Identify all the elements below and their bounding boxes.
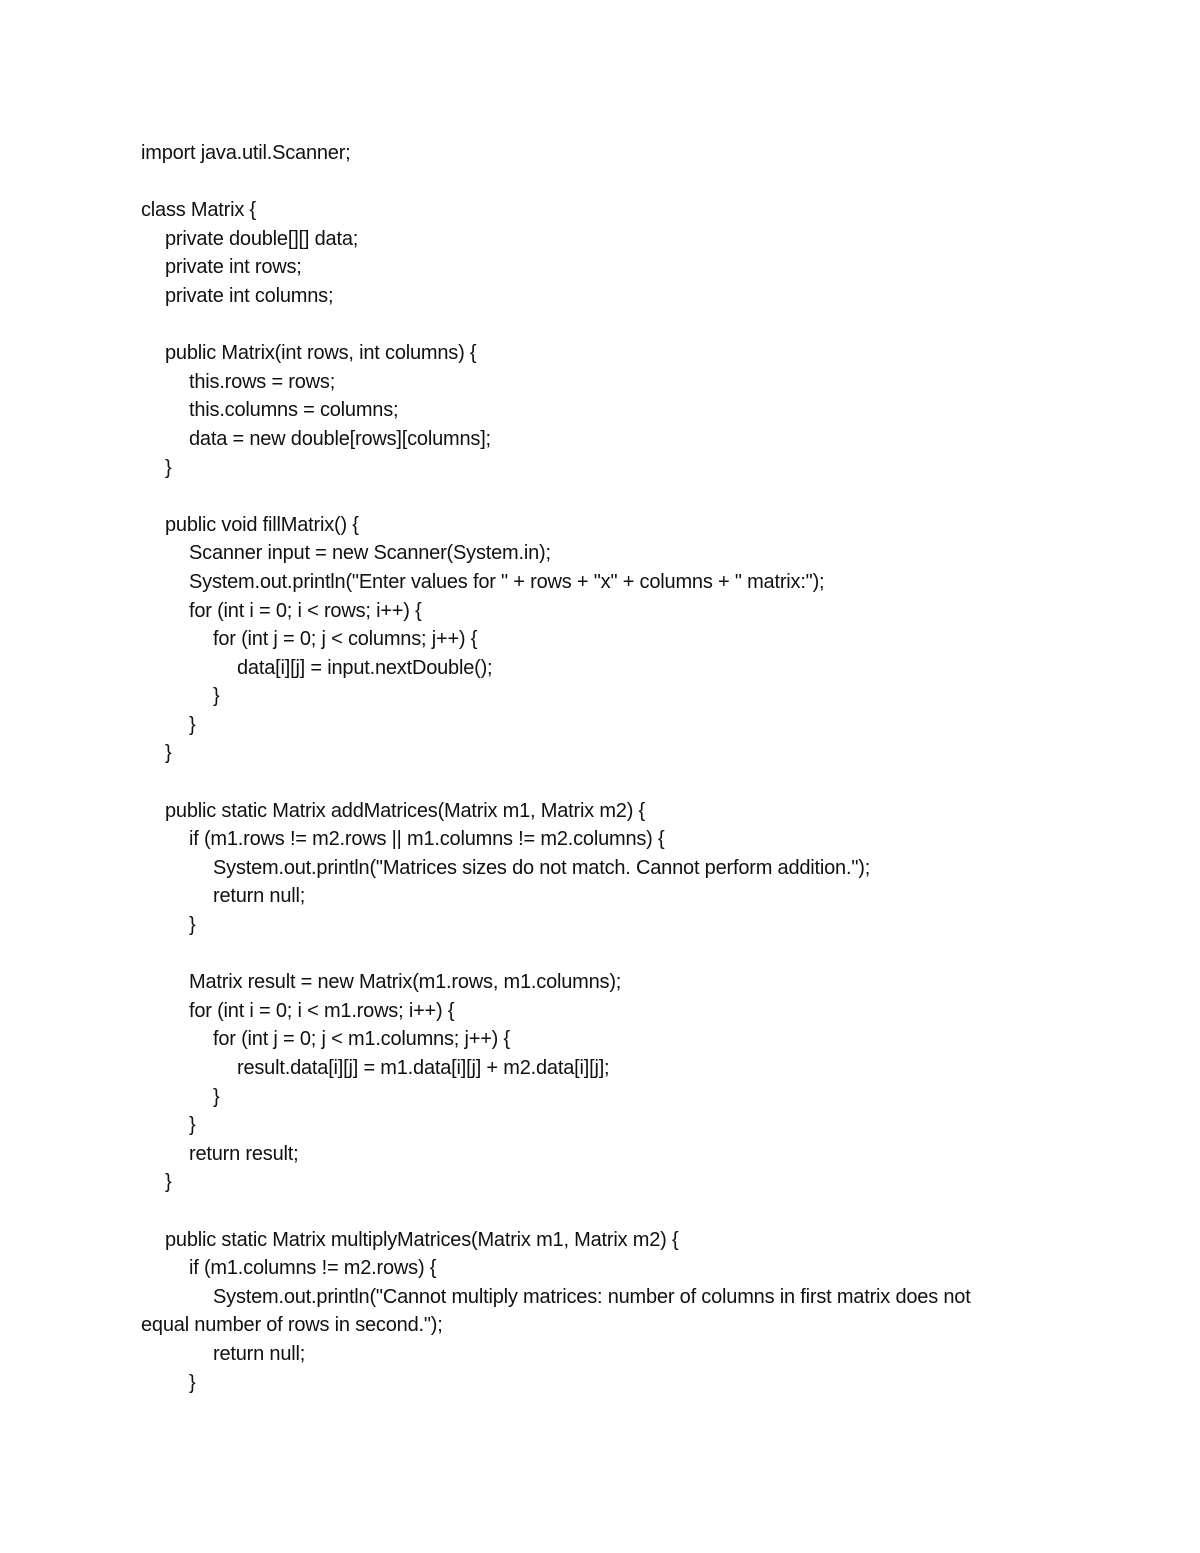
code-line-blank — [141, 940, 1081, 969]
code-line: if (m1.rows != m2.rows || m1.columns != m2.columns) { — [189, 828, 665, 851]
code-line: } — [165, 742, 172, 765]
code-line-blank — [141, 168, 1081, 197]
code-line: public static Matrix multiplyMatrices(Matrix m1, Matrix m2) { — [165, 1228, 679, 1251]
code-line: class Matrix { — [141, 199, 257, 222]
code-line: System.out.println("Enter values for " + rows + "x" + columns + " matrix:"); — [189, 570, 825, 593]
code-line: if (m1.columns != m2.rows) { — [189, 1257, 437, 1280]
code-line-blank — [141, 311, 1081, 340]
code-line: public Matrix(int rows, int columns) { — [165, 342, 477, 365]
code-line: System.out.println("Matrices sizes do not match. Cannot perform addition."); — [213, 856, 871, 879]
code-line: } — [189, 1371, 196, 1394]
code-line: System.out.println("Cannot multiply matrices: number of columns in first matrix does not — [213, 1285, 971, 1308]
code-line: return result; — [189, 1142, 299, 1165]
code-line: public static Matrix addMatrices(Matrix m1, Matrix m2) { — [165, 799, 646, 822]
code-line: public void fillMatrix() { — [165, 513, 359, 536]
code-line: for (int j = 0; j < m1.columns; j++) { — [213, 1028, 510, 1051]
code-line-blank — [141, 768, 1081, 797]
code-line: this.rows = rows; — [189, 370, 336, 393]
code-line: data = new double[rows][columns]; — [189, 427, 491, 450]
code-line-wrapped: equal number of rows in second."); — [141, 1314, 443, 1337]
java-code-listing — [141, 139, 1081, 1397]
code-line: import java.util.Scanner; — [141, 142, 351, 164]
code-line-blank — [141, 1197, 1081, 1226]
code-line: this.columns = columns; — [189, 399, 399, 422]
code-line: private double[][] data; — [165, 227, 359, 250]
code-line: private int columns; — [165, 284, 334, 307]
code-line: Scanner input = new Scanner(System.in); — [189, 542, 551, 565]
code-line: } — [189, 1114, 196, 1137]
code-line: } — [165, 456, 172, 479]
code-line: } — [213, 1085, 220, 1108]
code-line: return null; — [213, 885, 306, 908]
code-line: } — [189, 713, 196, 736]
code-line-blank — [141, 482, 1081, 511]
code-line: } — [165, 1171, 172, 1194]
code-line: data[i][j] = input.nextDouble(); — [237, 656, 493, 679]
code-line: Matrix result = new Matrix(m1.rows, m1.columns); — [189, 971, 622, 994]
code-line: return null; — [213, 1342, 306, 1365]
code-line: for (int i = 0; i < rows; i++) { — [189, 599, 422, 622]
code-line: } — [213, 685, 220, 708]
code-line: } — [189, 914, 196, 937]
code-line: result.data[i][j] = m1.data[i][j] + m2.data[i][j]; — [237, 1057, 610, 1079]
code-line: private int rows; — [165, 256, 302, 279]
code-line: for (int i = 0; i < m1.rows; i++) { — [189, 999, 455, 1022]
code-line: for (int j = 0; j < columns; j++) { — [213, 628, 478, 651]
